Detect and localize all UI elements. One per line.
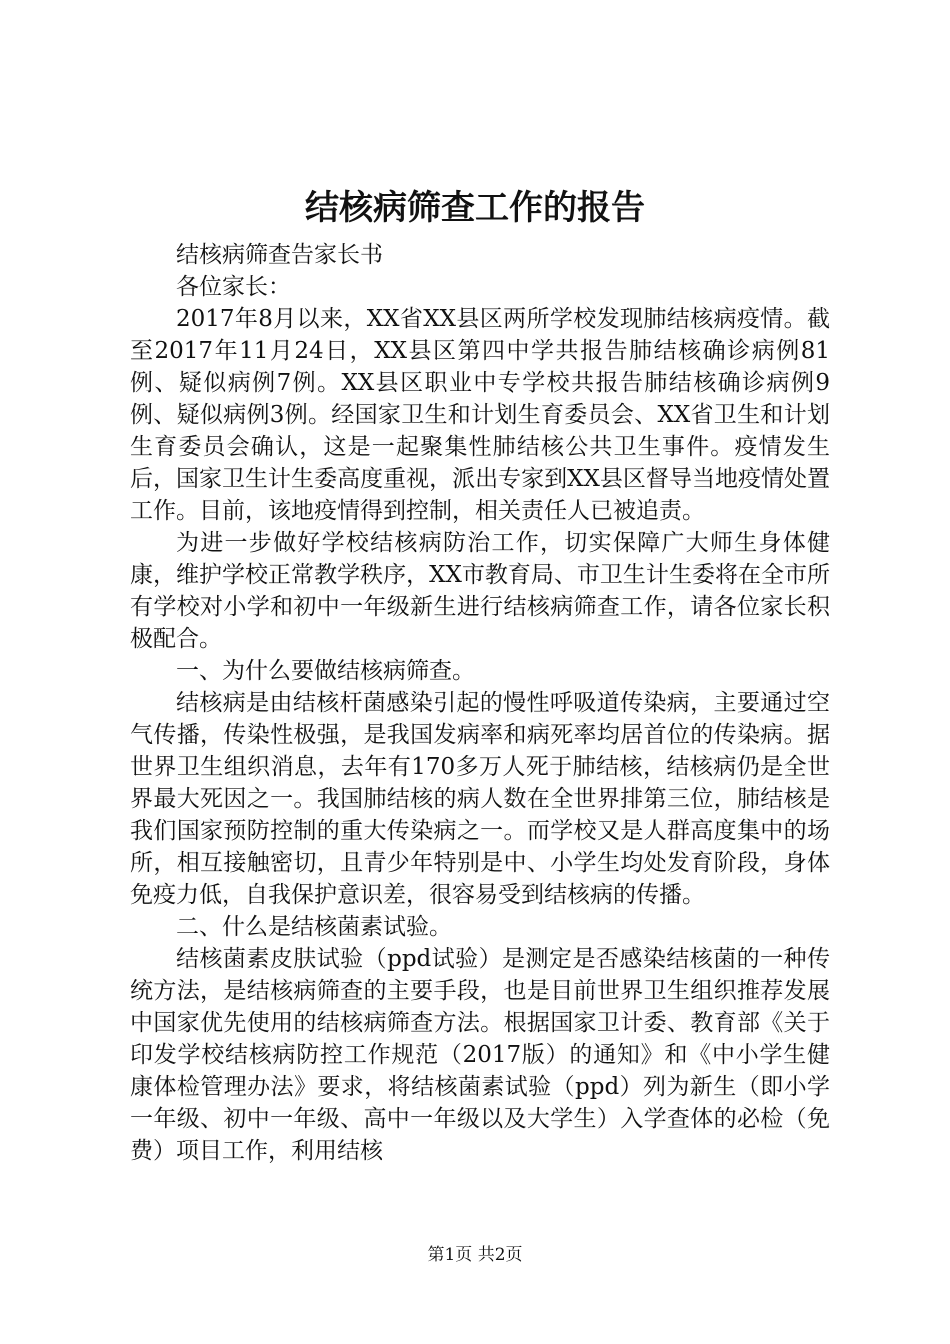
paragraph-ppd-test: 结核菌素皮肤试验（ppd试验）是测定是否感染结核菌的一种传统方法，是结核病筛查的主要手段，也是目前世界卫生组织推荐发展中国家优先使用的结核病筛查方法。根据国家卫计委、教育部《关于印发学校结核病防控工作规范（2017版）的通知》和《中小学生健康体检管理办法》要求，将结核菌素试验（ppd）列为新生（即小学一年级、初中一年级、高中一年级以及大学生）入学查体的必检（免费）项目工作，利用结核 (130, 946, 830, 1164)
paragraph-salutation: 各位家长： (176, 274, 291, 300)
document-title: 结核病筛查工作的报告 (305, 188, 645, 228)
paragraph-letter-heading: 结核病筛查告家长书 (176, 242, 383, 268)
section-heading-ppd-test: 二、什么是结核菌素试验。 (176, 914, 452, 940)
paragraph-screening-plan: 为进一步做好学校结核病防治工作，切实保障广大师生身体健康，维护学校正常教学秩序，XX市教育局、市卫生计生委将在全市所有学校对小学和初中一年级新生进行结核病筛查工作，请各位家长积极配合。 (130, 530, 830, 652)
section-heading-why-screen: 一、为什么要做结核病筛查。 (176, 658, 475, 684)
document-body (130, 239, 830, 1167)
paragraph-why-screen: 结核病是由结核杆菌感染引起的慢性呼吸道传染病，主要通过空气传播，传染性极强，是我国发病率和病死率均居首位的传染病。据世界卫生组织消息，去年有170多万人死于肺结核，结核病仍是全世界最大死因之一。我国肺结核的病人数在全世界排第三位，肺结核是我们国家预防控制的重大传染病之一。而学校又是人群高度集中的场所，相互接触密切，且青少年特别是中、小学生均处发育阶段，身体免疫力低，自我保护意识差，很容易受到结核病的传播。 (130, 690, 830, 908)
paragraph-outbreak: 2017年8月以来，XX省XX县区两所学校发现肺结核病疫情。截至2017年11月24日，XX县区第四中学共报告肺结核确诊病例81例、疑似病例7例。XX县区职业中专学校共报告肺结核确诊病例9例、疑似病例3例。经国家卫生和计划生育委员会、XX省卫生和计划生育委员会确认，这是一起聚集性肺结核公共卫生事件。疫情发生后，国家卫生计生委高度重视，派出专家到XX县区督导当地疫情处置工作。目前，该地疫情得到控制，相关责任人已被追责。 (130, 306, 830, 524)
page-footer: 第1页 共2页 (427, 1245, 523, 1265)
